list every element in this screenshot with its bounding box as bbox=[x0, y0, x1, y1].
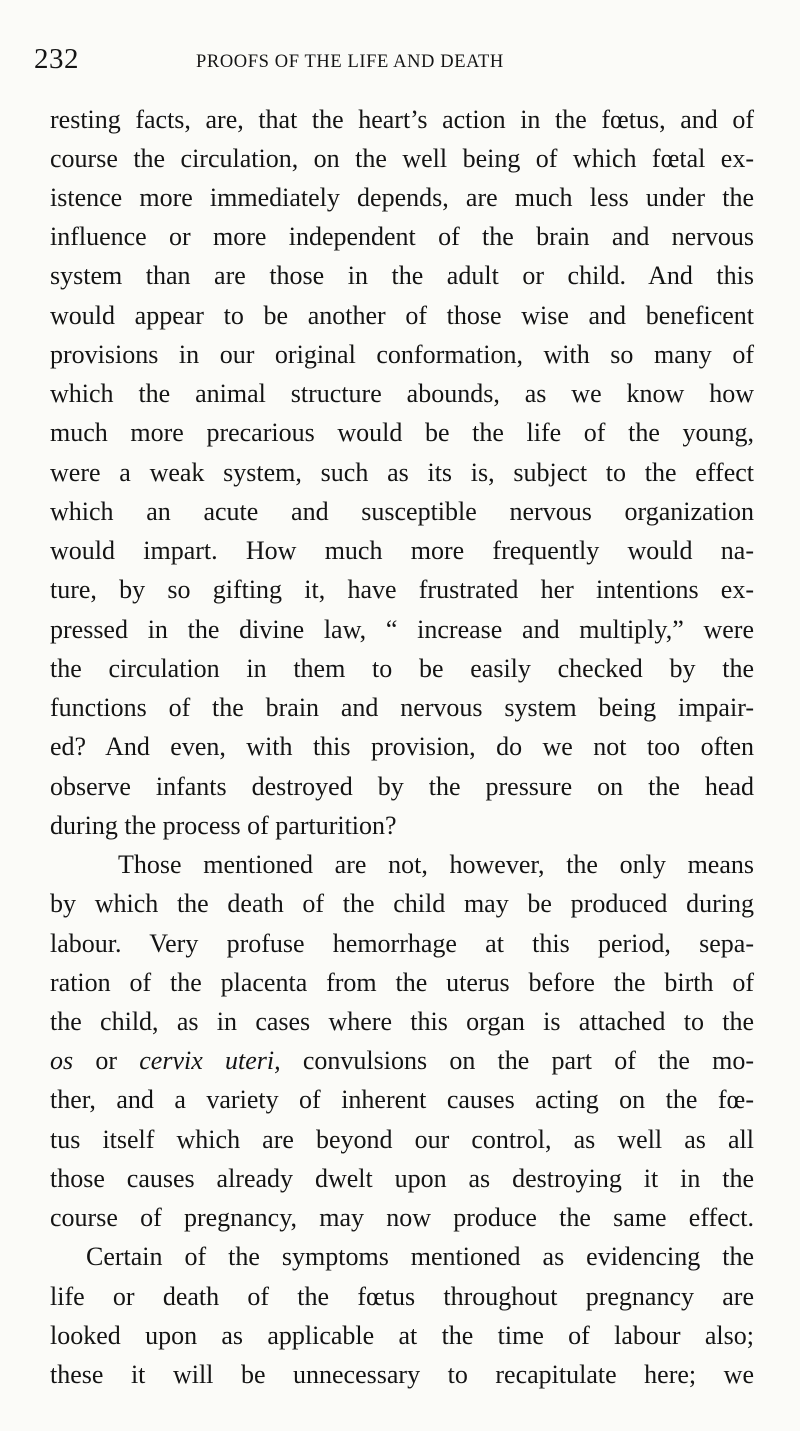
page-number: 232 bbox=[34, 43, 79, 75]
text-line: resting facts, are, that the heart’s action in the fœtus, and of bbox=[50, 105, 754, 134]
italic-term: os bbox=[50, 1046, 74, 1075]
text-line: istence more immediately depends, are much less under the bbox=[50, 183, 754, 212]
text-line: Certain of the symptoms mentioned as evidencing the bbox=[86, 1242, 754, 1271]
running-title: PROOFS OF THE LIFE AND DEATH bbox=[196, 52, 504, 72]
text-line: the circulation in them to be easily checked by the bbox=[50, 654, 754, 683]
text-line: which the animal structure abounds, as we know how bbox=[50, 379, 754, 408]
text-line: were a weak system, such as its is, subject to the effect bbox=[50, 458, 754, 487]
text-line: provisions in our original conformation, with so many of bbox=[50, 340, 754, 369]
text-line: pressed in the divine law, “ increase and multiply,” were bbox=[50, 615, 754, 644]
text-line: life or death of the fœtus throughout pregnancy are bbox=[50, 1282, 754, 1311]
text-line: observe infants destroyed by the pressure on the head bbox=[50, 772, 754, 801]
text-line: ration of the placenta from the uterus before the birth of bbox=[50, 968, 754, 997]
text-line: would impart. How much more frequently would na- bbox=[50, 536, 754, 565]
text-line: looked upon as applicable at the time of labour also; bbox=[50, 1321, 754, 1350]
text-line: by which the death of the child may be produced during bbox=[50, 889, 754, 918]
text-line: these it will be unnecessary to recapitulate here; we bbox=[50, 1360, 754, 1389]
text-line: would appear to be another of those wise and beneficent bbox=[50, 301, 754, 330]
text-line: which an acute and susceptible nervous organization bbox=[50, 497, 754, 526]
text-line: during the process of parturition? bbox=[50, 811, 397, 840]
text-line bbox=[50, 1042, 754, 1080]
text-line: course the circulation, on the well being of which fœtal ex- bbox=[50, 144, 754, 173]
text-line: ther, and a variety of inherent causes acting on the fœ- bbox=[50, 1085, 754, 1114]
text-line: much more precarious would be the life of the young, bbox=[50, 418, 754, 447]
text-line: functions of the brain and nervous system being impair- bbox=[50, 693, 754, 722]
text-line: ture, by so gifting it, have frustrated her intentions ex- bbox=[50, 575, 754, 604]
text-segment: convulsions on the part of the mo- bbox=[280, 1046, 755, 1075]
text-line: the child, as in cases where this organ is attached to the bbox=[50, 1007, 754, 1036]
text-line: course of pregnancy, may now produce the same effect. bbox=[50, 1203, 754, 1232]
text-line: influence or more independent of the brain and nervous bbox=[50, 222, 754, 251]
italic-term: cervix uteri, bbox=[139, 1046, 281, 1075]
text-line: those causes already dwelt upon as destroying it in the bbox=[50, 1164, 754, 1193]
text-line: ed? And even, with this provision, do we not too often bbox=[50, 732, 754, 761]
text-line: tus itself which are beyond our control, as well as all bbox=[50, 1125, 754, 1154]
text-line: labour. Very profuse hemorrhage at this period, sepa- bbox=[50, 929, 754, 958]
text-line: Those mentioned are not, however, the only means bbox=[118, 850, 754, 879]
text-line: system than are those in the adult or child. And this bbox=[50, 261, 754, 290]
text-segment: or bbox=[73, 1046, 140, 1075]
running-head bbox=[34, 42, 754, 82]
